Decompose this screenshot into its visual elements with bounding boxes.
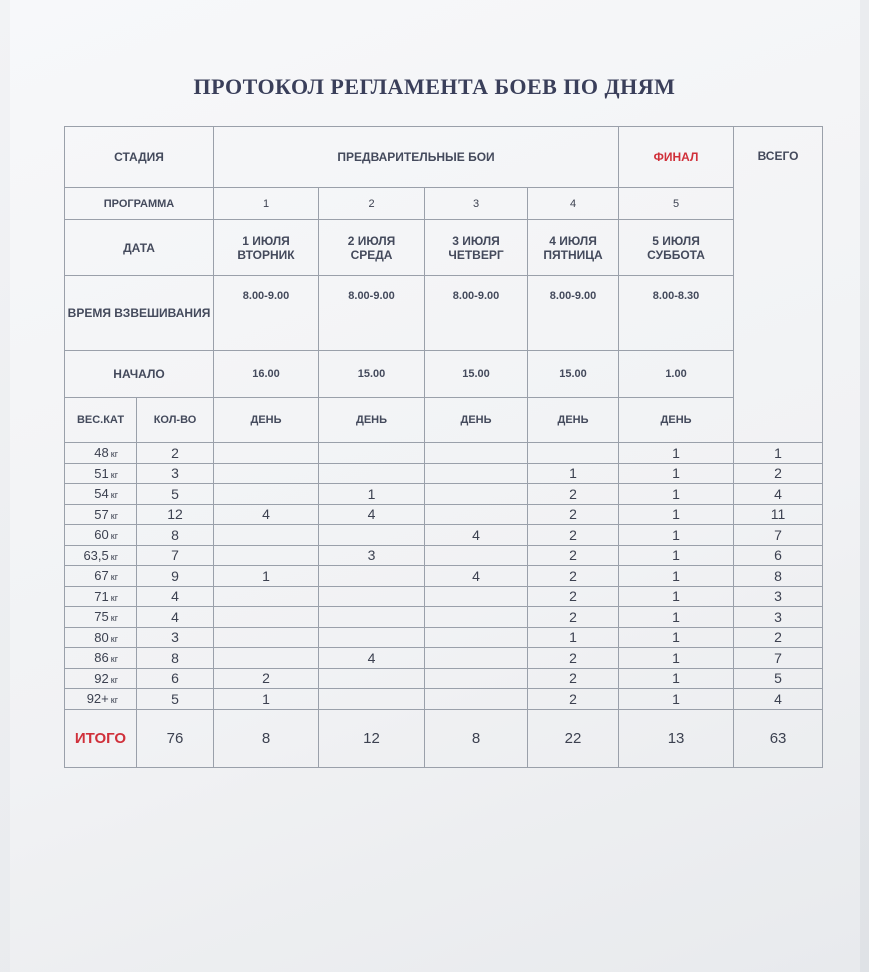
- day1-bouts: 2: [214, 668, 319, 689]
- weighin-label: ВРЕМЯ ВЗВЕШИВАНИЯ: [65, 276, 214, 351]
- row-total: 8: [734, 566, 823, 587]
- day3-bouts: [425, 607, 528, 628]
- start-time: 1.00: [619, 351, 734, 398]
- totals-day2: 12: [319, 709, 425, 767]
- day2-bouts: [319, 566, 425, 587]
- weight-category: [65, 607, 137, 628]
- day4-bouts: 1: [528, 463, 619, 484]
- weight-value: 71: [94, 588, 109, 604]
- weight-value: 57: [94, 506, 109, 522]
- program-number: 3: [425, 188, 528, 220]
- table-row: [65, 545, 823, 566]
- program-number: 4: [528, 188, 619, 220]
- count-label: КОЛ-ВО: [137, 398, 214, 443]
- weighin-time: 8.00-9.00: [319, 276, 425, 351]
- totals-all: 63: [734, 709, 823, 767]
- table-row: [65, 668, 823, 689]
- program-number: 1: [214, 188, 319, 220]
- weight-category: [65, 586, 137, 607]
- row-total: 3: [734, 607, 823, 628]
- day2-bouts: [319, 525, 425, 546]
- day-date-cell: [214, 220, 319, 276]
- weight-unit: кг: [110, 572, 118, 583]
- day3-bouts: [425, 627, 528, 648]
- day4-bouts: 2: [528, 525, 619, 546]
- day3-bouts: [425, 668, 528, 689]
- day2-bouts: [319, 627, 425, 648]
- day1-bouts: [214, 627, 319, 648]
- totals-day5: 13: [619, 709, 734, 767]
- day4-bouts: 2: [528, 607, 619, 628]
- day-period: ДЕНЬ: [425, 398, 528, 443]
- row-total: 5: [734, 668, 823, 689]
- date-label: ДАТА: [65, 220, 214, 276]
- table-row: [65, 586, 823, 607]
- day1-bouts: 1: [214, 689, 319, 710]
- weight-unit: кг: [110, 674, 118, 685]
- day-date: 3 ИЮЛЯ: [452, 233, 500, 248]
- table-row: [65, 504, 823, 525]
- athlete-count: 4: [137, 607, 214, 628]
- athlete-count: 2: [137, 443, 214, 464]
- weight-value: 48: [94, 445, 109, 461]
- athlete-count: 3: [137, 627, 214, 648]
- day3-bouts: [425, 443, 528, 464]
- day1-bouts: 4: [214, 504, 319, 525]
- weight-unit: кг: [110, 469, 118, 480]
- day-weekday: ВТОРНИК: [237, 247, 295, 262]
- day-period: ДЕНЬ: [214, 398, 319, 443]
- day3-bouts: 4: [425, 525, 528, 546]
- day5-bouts: 1: [619, 668, 734, 689]
- weight-category: [65, 484, 137, 505]
- athlete-count: 8: [137, 648, 214, 669]
- athlete-count: 6: [137, 668, 214, 689]
- day3-bouts: [425, 689, 528, 710]
- athlete-count: 3: [137, 463, 214, 484]
- row-total: 2: [734, 463, 823, 484]
- athlete-count: 5: [137, 689, 214, 710]
- day4-bouts: 2: [528, 648, 619, 669]
- row-total: 11: [734, 504, 823, 525]
- day4-bouts: 1: [528, 627, 619, 648]
- day3-bouts: [425, 545, 528, 566]
- day1-bouts: [214, 484, 319, 505]
- weight-value: 75: [94, 609, 109, 625]
- final-label: ФИНАЛ: [619, 127, 734, 188]
- table-row: [65, 566, 823, 587]
- day3-bouts: [425, 586, 528, 607]
- day1-bouts: [214, 463, 319, 484]
- row-total: 4: [734, 689, 823, 710]
- weightcat-label: ВЕС.КАТ: [65, 398, 137, 443]
- program-number: 5: [619, 188, 734, 220]
- day4-bouts: [528, 443, 619, 464]
- table-row: [65, 648, 823, 669]
- weight-unit: кг: [110, 531, 118, 542]
- weight-unit: кг: [110, 592, 118, 603]
- day1-bouts: [214, 607, 319, 628]
- athlete-count: 8: [137, 525, 214, 546]
- athlete-count: 5: [137, 484, 214, 505]
- day4-bouts: 2: [528, 689, 619, 710]
- day2-bouts: 1: [319, 484, 425, 505]
- row-total: 3: [734, 586, 823, 607]
- day2-bouts: 4: [319, 504, 425, 525]
- totals-day4: 22: [528, 709, 619, 767]
- weighin-time: 8.00-8.30: [619, 276, 734, 351]
- weight-value: 51: [94, 465, 109, 481]
- day5-bouts: 1: [619, 484, 734, 505]
- table-row: [65, 484, 823, 505]
- weight-value: 63,5: [83, 547, 109, 563]
- athlete-count: 9: [137, 566, 214, 587]
- day4-bouts: 2: [528, 504, 619, 525]
- day5-bouts: 1: [619, 525, 734, 546]
- day-period: ДЕНЬ: [619, 398, 734, 443]
- document-title: ПРОТОКОЛ РЕГЛАМЕНТА БОЕВ ПО ДНЯМ: [193, 74, 676, 99]
- day-weekday: СУББОТА: [647, 247, 705, 262]
- schedule-table: [64, 126, 823, 768]
- program-number: 2: [319, 188, 425, 220]
- row-total: 1: [734, 443, 823, 464]
- weight-unit: кг: [110, 613, 118, 624]
- day-date-cell: [528, 220, 619, 276]
- day4-bouts: 2: [528, 545, 619, 566]
- athlete-count: 7: [137, 545, 214, 566]
- weight-category: [65, 545, 137, 566]
- day-period: ДЕНЬ: [319, 398, 425, 443]
- day-date: 2 ИЮЛЯ: [347, 233, 396, 248]
- weighin-time: 8.00-9.00: [528, 276, 619, 351]
- start-time: 15.00: [319, 351, 425, 398]
- day-weekday: ПЯТНИЦА: [543, 247, 603, 262]
- row-total: 2: [734, 627, 823, 648]
- day2-bouts: [319, 689, 425, 710]
- day-date: 4 ИЮЛЯ: [549, 233, 597, 248]
- day2-bouts: [319, 443, 425, 464]
- weighin-time: 8.00-9.00: [214, 276, 319, 351]
- totals-label: ИТОГО: [65, 709, 137, 767]
- total-label: ВСЕГО: [734, 127, 823, 443]
- athlete-count: 12: [137, 504, 214, 525]
- table-row: [65, 525, 823, 546]
- day3-bouts: [425, 463, 528, 484]
- totals-day1: 8: [214, 709, 319, 767]
- day5-bouts: 1: [619, 607, 734, 628]
- day5-bouts: 1: [619, 627, 734, 648]
- prelim-label: ПРЕДВАРИТЕЛЬНЫЕ БОИ: [214, 127, 619, 188]
- table-row: [65, 627, 823, 648]
- weight-category: [65, 463, 137, 484]
- weight-unit: кг: [110, 654, 118, 665]
- weight-value: 86: [94, 650, 109, 666]
- day1-bouts: 1: [214, 566, 319, 587]
- day2-bouts: [319, 463, 425, 484]
- day5-bouts: 1: [619, 586, 734, 607]
- day5-bouts: 1: [619, 443, 734, 464]
- day4-bouts: 2: [528, 484, 619, 505]
- start-time: 15.00: [528, 351, 619, 398]
- totals-count: 76: [137, 709, 214, 767]
- table-row: [65, 607, 823, 628]
- weight-value: 67: [94, 568, 109, 584]
- athlete-count: 4: [137, 586, 214, 607]
- day2-bouts: [319, 668, 425, 689]
- day5-bouts: 1: [619, 504, 734, 525]
- day2-bouts: [319, 607, 425, 628]
- weight-category: [65, 525, 137, 546]
- weight-value: 80: [94, 629, 109, 645]
- weight-category: [65, 443, 137, 464]
- weight-category: [65, 668, 137, 689]
- weight-category: [65, 504, 137, 525]
- day-date-cell: [425, 220, 528, 276]
- day1-bouts: [214, 586, 319, 607]
- table-row: [65, 689, 823, 710]
- weight-category: [65, 627, 137, 648]
- totals-day3: 8: [425, 709, 528, 767]
- weight-value: 92+: [86, 691, 109, 707]
- weight-value: 54: [94, 486, 109, 502]
- day-date: 5 ИЮЛЯ: [652, 233, 700, 248]
- day5-bouts: 1: [619, 689, 734, 710]
- day2-bouts: [319, 586, 425, 607]
- day-weekday: ЧЕТВЕРГ: [448, 247, 504, 262]
- weight-category: [65, 566, 137, 587]
- weight-value: 60: [94, 527, 109, 543]
- day5-bouts: 1: [619, 463, 734, 484]
- day4-bouts: 2: [528, 668, 619, 689]
- weight-unit: кг: [110, 490, 118, 501]
- program-label: ПРОГРАММА: [65, 188, 214, 220]
- row-total: 7: [734, 648, 823, 669]
- day4-bouts: 2: [528, 586, 619, 607]
- row-total: 7: [734, 525, 823, 546]
- day-date-cell: [319, 220, 425, 276]
- day5-bouts: 1: [619, 648, 734, 669]
- day3-bouts: [425, 484, 528, 505]
- day3-bouts: [425, 648, 528, 669]
- row-total: 4: [734, 484, 823, 505]
- day5-bouts: 1: [619, 566, 734, 587]
- day3-bouts: 4: [425, 566, 528, 587]
- start-label: НАЧАЛО: [65, 351, 214, 398]
- weight-unit: кг: [110, 633, 118, 644]
- weighin-time: 8.00-9.00: [425, 276, 528, 351]
- day1-bouts: [214, 525, 319, 546]
- day-date: 1 ИЮЛЯ: [242, 233, 290, 248]
- weight-category: [65, 648, 137, 669]
- day1-bouts: [214, 443, 319, 464]
- start-time: 15.00: [425, 351, 528, 398]
- day3-bouts: [425, 504, 528, 525]
- table-row: [65, 463, 823, 484]
- table-row: [65, 443, 823, 464]
- start-time: 16.00: [214, 351, 319, 398]
- weight-unit: кг: [110, 510, 118, 521]
- stage-label: СТАДИЯ: [65, 127, 214, 188]
- day-period: ДЕНЬ: [528, 398, 619, 443]
- weight-category: [65, 689, 137, 710]
- row-total: 6: [734, 545, 823, 566]
- day1-bouts: [214, 545, 319, 566]
- weight-value: 92: [94, 670, 109, 686]
- day5-bouts: 1: [619, 545, 734, 566]
- day4-bouts: 2: [528, 566, 619, 587]
- day-weekday: СРЕДА: [350, 247, 393, 262]
- weight-unit: кг: [110, 551, 118, 562]
- day2-bouts: 3: [319, 545, 425, 566]
- day1-bouts: [214, 648, 319, 669]
- weight-unit: кг: [110, 449, 118, 460]
- weight-unit: кг: [110, 695, 118, 706]
- day-date-cell: [619, 220, 734, 276]
- day2-bouts: 4: [319, 648, 425, 669]
